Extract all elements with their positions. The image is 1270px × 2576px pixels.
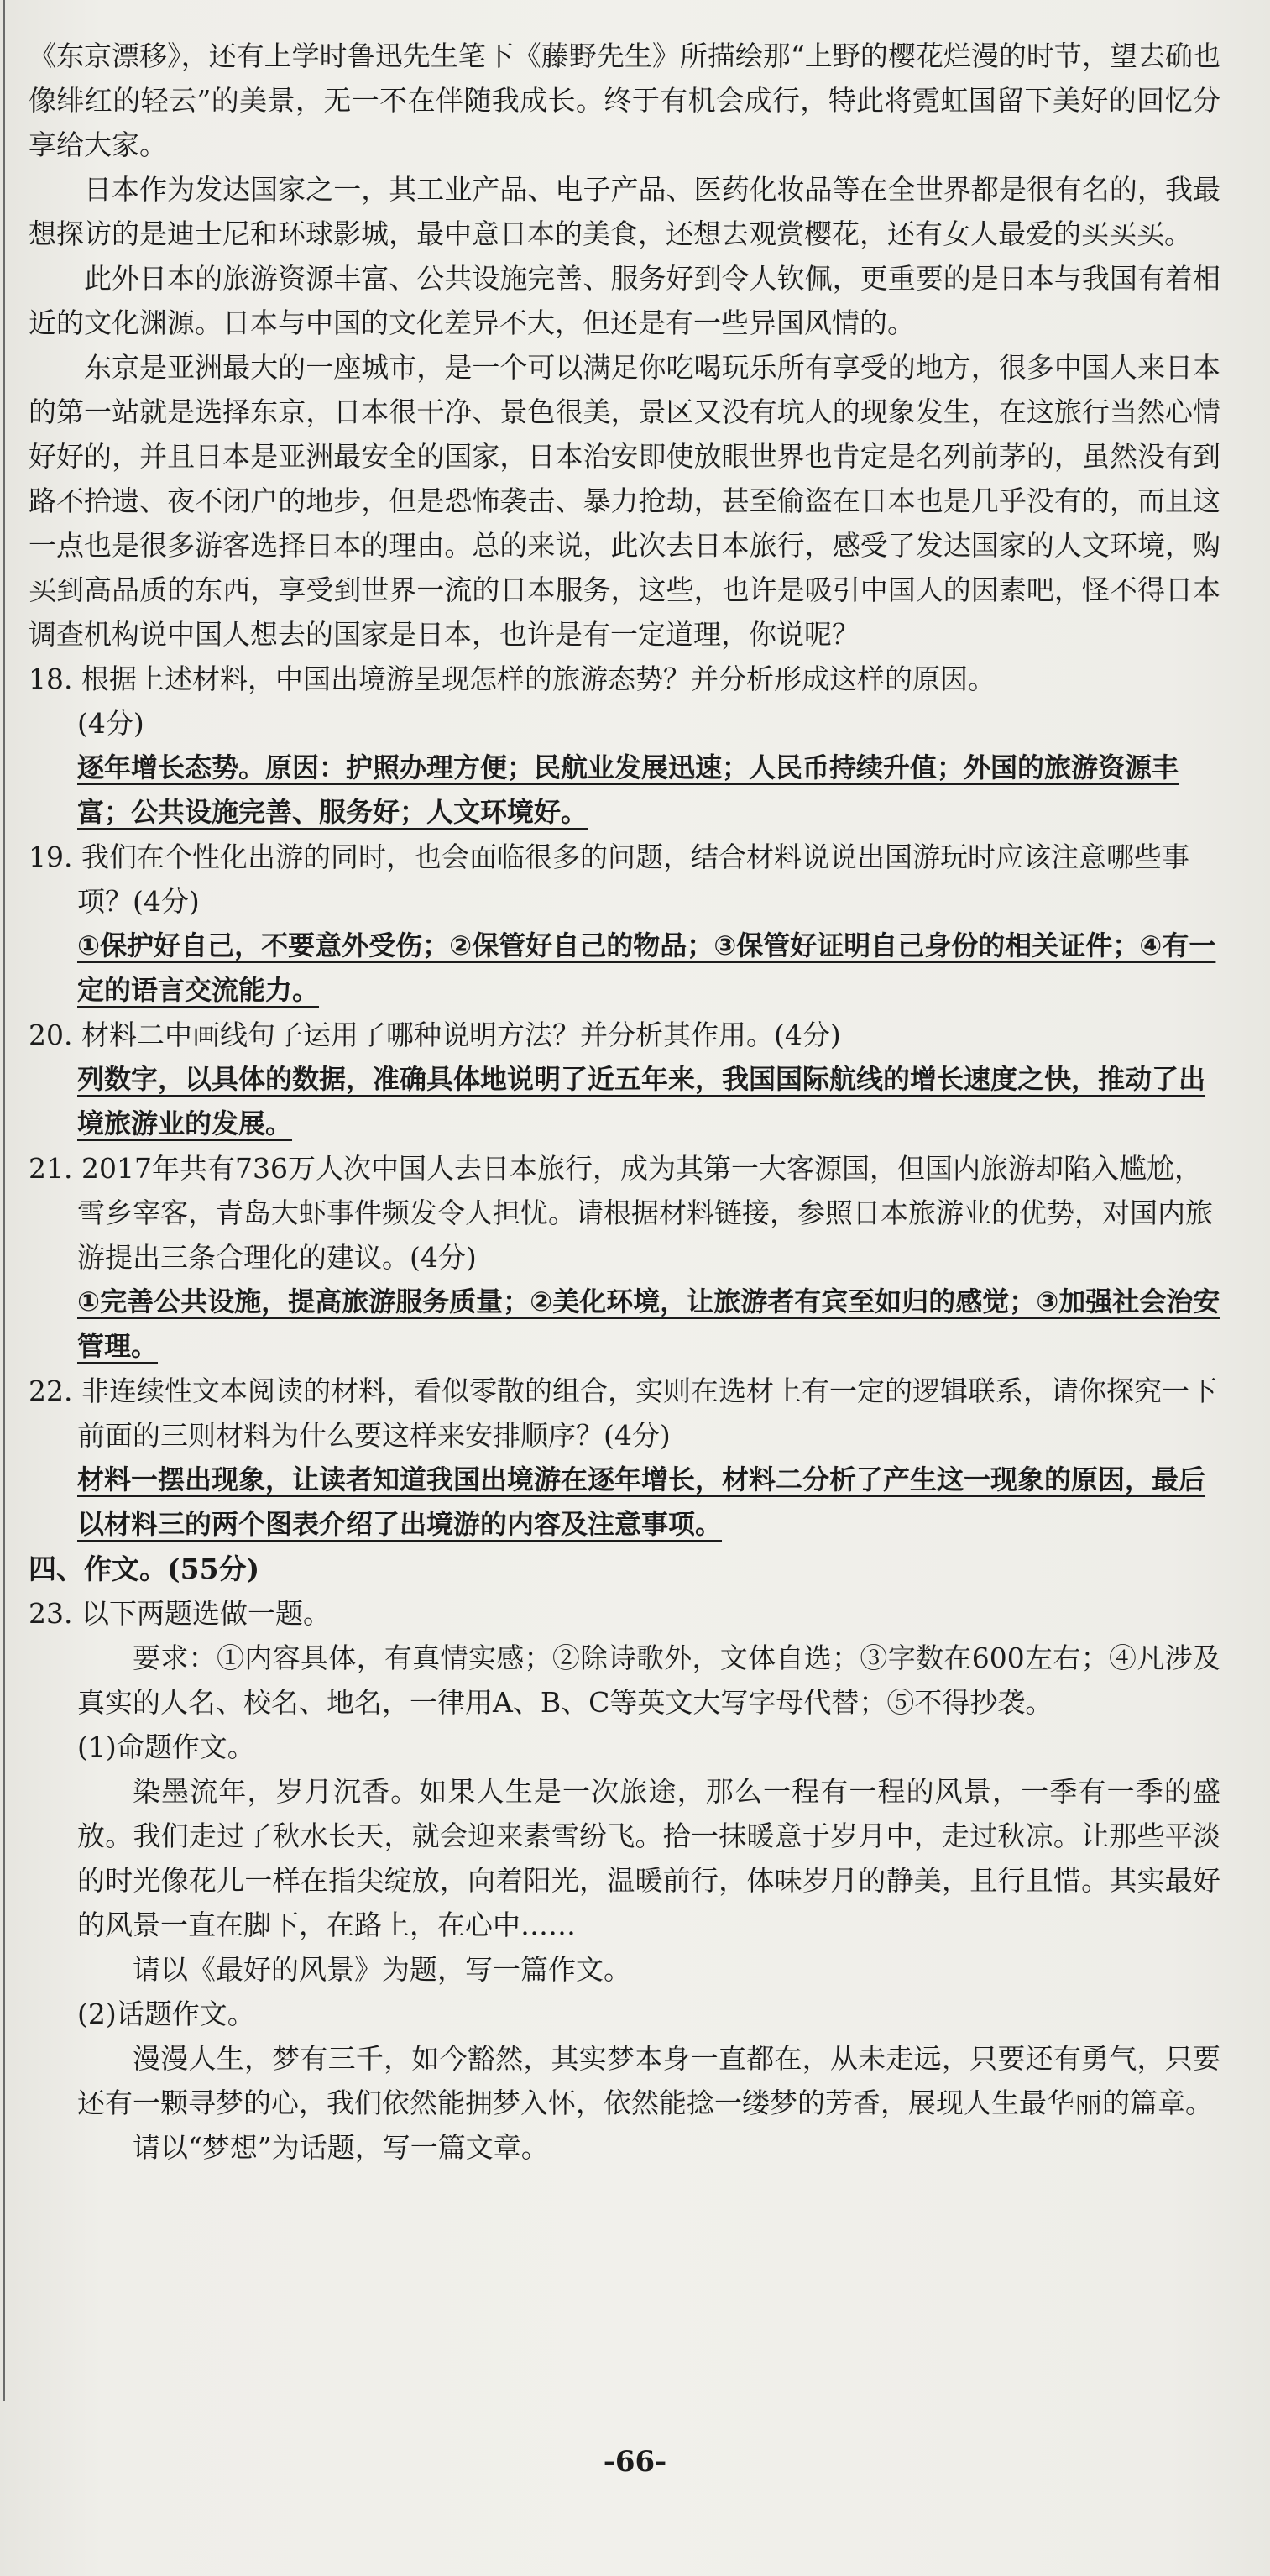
- question-20: 20. 材料二中画线句子运用了哪种说明方法？并分析其作用。(4分): [29, 1018, 841, 1051]
- question-22: 22. 非连续性文本阅读的材料，看似零散的组合，实则在选材上有一定的逻辑联系，请你探究一下前面的三则材料为什么要这样来安排顺序？(4分): [29, 1374, 1217, 1452]
- option-2-title: (2)话题作文。: [77, 1997, 255, 2030]
- material-paragraph-1: 《东京漂移》，还有上学时鲁迅先生笔下《藤野先生》所描绘那“上野的樱花烂漫的时节，望去确也像绯红的轻云”的美景，无一不在伴随我成长。终于有机会成行，特此将霓虹国留下美好的回忆分享给大家。: [29, 39, 1220, 161]
- answer-19: ①保护好自己，不要意外受伤；②保管好自己的物品；③保管好证明自己身份的相关证件；④有一定的语言交流能力。: [77, 929, 1216, 1006]
- answer-18: 逐年增长态势。原因：护照办理方便；民航业发展迅速；人民币持续升值；外国的旅游资源丰富；公共设施完善、服务好；人文环境好。: [77, 751, 1179, 828]
- page-number: -66-: [603, 2445, 667, 2479]
- answer-22: 材料一摆出现象，让读者知道我国出境游在逐年增长，材料二分析了产生这一现象的原因，最后以材料三的两个图表介绍了出境游的内容及注意事项。: [77, 1463, 1206, 1540]
- question-19: 19. 我们在个性化出游的同时，也会面临很多的问题，结合材料说说出国游玩时应该注意哪些事项？(4分): [29, 840, 1189, 918]
- composition-section-title: 四、作文。(55分): [29, 1552, 260, 1585]
- question-18-prompt: 18. 根据上述材料，中国出境游呈现怎样的旅游态势？并分析形成这样的原因。: [29, 662, 996, 695]
- material-paragraph-2: 日本作为发达国家之一，其工业产品、电子产品、医药化妆品等在全世界都是很有名的，我最想探访的是迪士尼和环球影城，最中意日本的美食，还想去观赏樱花，还有女人最爱的买买买。: [29, 173, 1220, 250]
- material-paragraph-4: 东京是亚洲最大的一座城市，是一个可以满足你吃喝玩乐所有享受的地方，很多中国人来日本的第一站就是选择东京，日本很干净、景色很美，景区又没有坑人的现象发生，在这旅行当然心情好好的，并且日本是亚洲最安全的国家，日本治安即使放眼世界也肯定是名列前茅的，虽然没有到路不拾遗、夜不闭户的地步，但是恐怖袭击、暴力抢劫，甚至偷盗在日本也是几乎没有的，而且这一点也是很多游客选择日本的理由。总的来说，此次去日本旅行，感受了发达国家的人文环境，购买到高品质的东西，享受到世界一流的日本服务，这些，也许是吸引中国人的因素吧，怪不得日本调查机构说中国人想去的国家是日本，也许是有一定道理，你说呢？: [29, 351, 1220, 651]
- margin-rule: [3, 0, 5, 2401]
- question-18-score: (4分): [77, 707, 144, 740]
- answer-20: 列数字，以具体的数据，准确具体地说明了近五年来，我国国际航线的增长速度之快，推动了出境旅游业的发展。: [77, 1063, 1206, 1139]
- option-2-task: 请以“梦想”为话题，写一篇文章。: [133, 2131, 549, 2164]
- composition-requirements: 要求：①内容具体，有真情实感；②除诗歌外，文体自选；③字数在600左右；④凡涉及真实的人名、校名、地名，一律用A、B、C等英文大写字母代替；⑤不得抄袭。: [77, 1641, 1220, 1719]
- material-paragraph-3: 此外日本的旅游资源丰富、公共设施完善、服务好到令人钦佩，更重要的是日本与我国有着相近的文化渊源。日本与中国的文化差异不大，但还是有一些异国风情的。: [29, 262, 1220, 339]
- question-23: 23. 以下两题选做一题。: [29, 1597, 331, 1630]
- option-1-task: 请以《最好的风景》为题，写一篇作文。: [133, 1953, 631, 1986]
- option-1-title: (1)命题作文。: [77, 1730, 255, 1763]
- option-2-text: 漫漫人生，梦有三千，如今豁然，其实梦本身一直都在，从未走远，只要还有勇气，只要还有一颗寻梦的心，我们依然能拥梦入怀，依然能捻一缕梦的芳香，展现人生最华丽的篇章。: [77, 2042, 1220, 2119]
- question-18: [29, 657, 1220, 746]
- answer-21: ①完善公共设施，提高旅游服务质量；②美化环境，让旅游者有宾至如归的感觉；③加强社会治安管理。: [77, 1285, 1220, 1362]
- question-21: 21. 2017年共有736万人次中国人去日本旅行，成为其第一大客源国，但国内旅游却陷入尴尬，雪乡宰客，青岛大虾事件频发令人担忧。请根据材料链接，参照日本旅游业的优势，对国内旅游提出三条合理化的建议。(4分): [29, 1152, 1213, 1274]
- option-1-text: 染墨流年，岁月沉香。如果人生是一次旅途，那么一程有一程的风景，一季有一季的盛放。我们走过了秋水长天，就会迎来素雪纷飞。拾一抹暖意于岁月中，走过秋凉。让那些平淡的时光像花儿一样在指尖绽放，向着阳光，温暖前行，体味岁月的静美，且行且惜。其实最好的风景一直在脚下，在路上，在心中……: [77, 1775, 1220, 1941]
- page-content: [29, 34, 1220, 2170]
